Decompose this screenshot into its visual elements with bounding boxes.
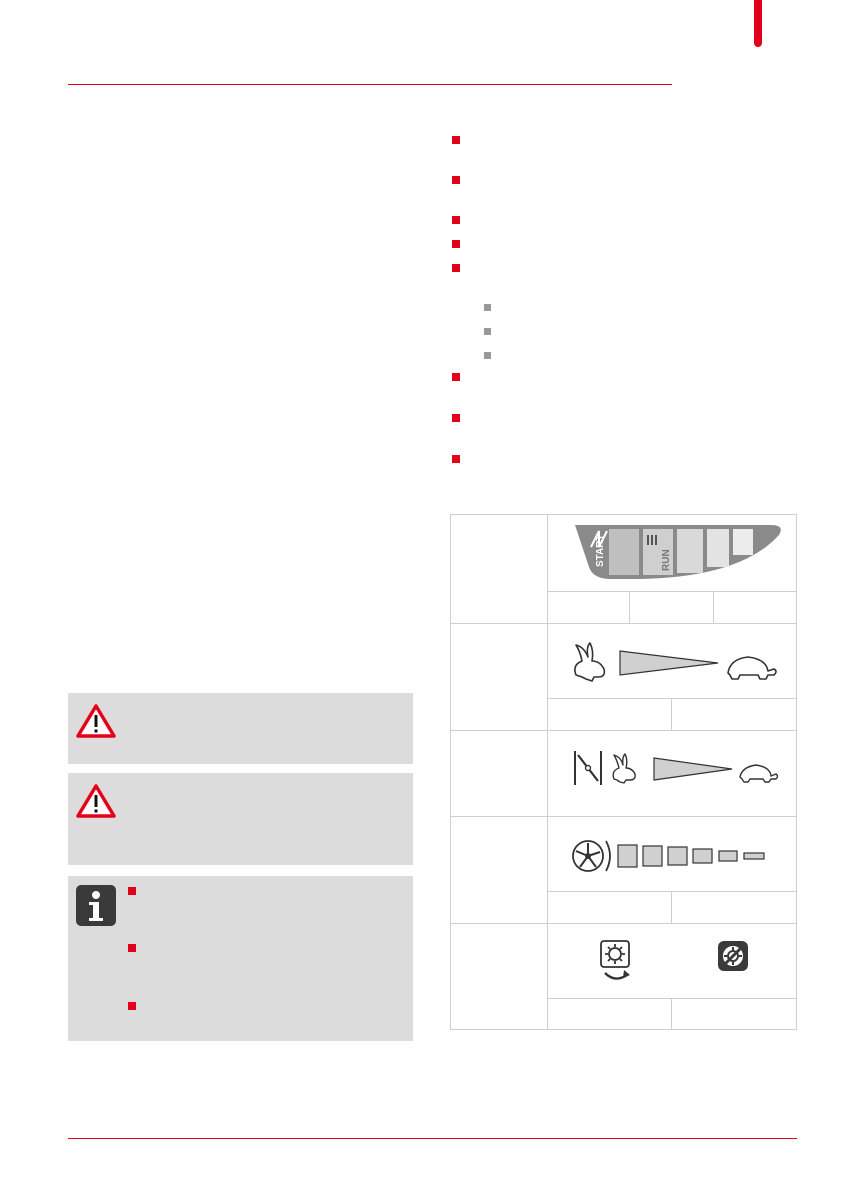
list-bullet (452, 240, 460, 248)
table-row-divider (451, 623, 796, 624)
footer-rule (68, 1138, 797, 1139)
warning-notice-1 (68, 693, 413, 764)
list-bullet (452, 216, 460, 224)
list-bullet (452, 373, 460, 381)
table-cell-divider (713, 591, 714, 623)
header-rule (68, 84, 672, 85)
table-cell-divider (671, 698, 672, 730)
info-bullet (128, 944, 136, 952)
start-label: START (595, 534, 606, 567)
info-icon (76, 885, 116, 926)
table-cell-divider (671, 891, 672, 923)
list-bullet (452, 264, 460, 272)
table-cell-divider (671, 998, 672, 1029)
info-bullet (128, 887, 136, 895)
gear-engage-icon (597, 937, 637, 985)
choke-rabbit-turtle-icon (570, 745, 780, 793)
control-symbol-table (450, 514, 797, 1030)
list-bullet (452, 176, 460, 184)
run-label: RUN (661, 549, 672, 571)
list-bullet (452, 414, 460, 422)
gear-disabled-icon (716, 939, 750, 973)
page-corner-tab (754, 0, 762, 47)
list-bullet (452, 136, 460, 144)
table-cell-divider (629, 591, 630, 623)
sub-list-bullet (484, 304, 491, 311)
start-run-lever-scale-icon (571, 521, 786, 581)
table-row-divider (451, 816, 796, 817)
table-column-divider (547, 515, 548, 1029)
sub-list-bullet (484, 328, 491, 335)
warning-triangle-icon (75, 703, 117, 739)
table-subrow-divider (547, 591, 796, 592)
rabbit-turtle-speed-icon (570, 639, 780, 687)
table-row-divider (451, 923, 796, 924)
sub-list-bullet (484, 352, 491, 359)
info-notice (68, 876, 413, 1041)
warning-notice-2 (68, 773, 413, 865)
table-row-divider (451, 730, 796, 731)
list-bullet (452, 455, 460, 463)
warning-triangle-icon (75, 783, 117, 819)
fan-speed-steps-icon (570, 833, 780, 879)
info-bullet (128, 1002, 136, 1010)
